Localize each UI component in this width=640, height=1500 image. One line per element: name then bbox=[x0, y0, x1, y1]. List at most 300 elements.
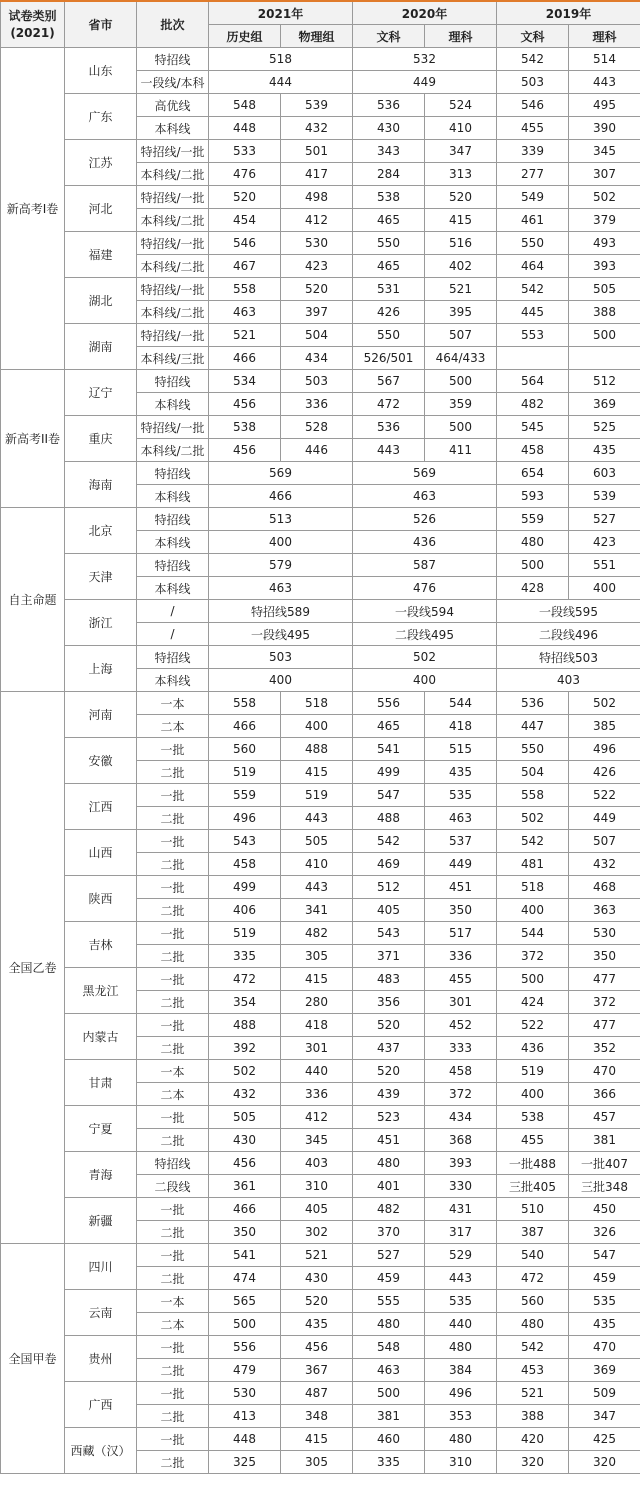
score-cell: 520 bbox=[353, 1060, 425, 1083]
province-cell: 山东 bbox=[65, 48, 137, 94]
score-cell: 463 bbox=[425, 807, 497, 830]
province-cell: 广西 bbox=[65, 1382, 137, 1428]
score-cell: 336 bbox=[425, 945, 497, 968]
score-cell: 567 bbox=[353, 370, 425, 393]
score-cell: 456 bbox=[209, 1152, 281, 1175]
score-cell: 415 bbox=[281, 1428, 353, 1451]
score-cell: 488 bbox=[281, 738, 353, 761]
score-cell: 367 bbox=[281, 1359, 353, 1382]
batch-cell: 一批 bbox=[137, 1198, 209, 1221]
batch-cell: 本科线 bbox=[137, 577, 209, 600]
province-header: 省市 bbox=[65, 1, 137, 48]
score-cell: 450 bbox=[569, 1198, 640, 1221]
score-cell-2020: 463 bbox=[353, 485, 497, 508]
score-cell: 372 bbox=[425, 1083, 497, 1106]
batch-header: 批次 bbox=[137, 1, 209, 48]
score-cell: 455 bbox=[425, 968, 497, 991]
table-row bbox=[1, 1198, 640, 1221]
score-cell: 542 bbox=[497, 48, 569, 71]
table-row bbox=[1, 830, 640, 853]
table-row bbox=[1, 1152, 640, 1175]
batch-cell: 特招线 bbox=[137, 1152, 209, 1175]
score-cell: 307 bbox=[569, 163, 640, 186]
score-cell: 482 bbox=[497, 393, 569, 416]
score-cell: 543 bbox=[353, 922, 425, 945]
score-cell: 523 bbox=[353, 1106, 425, 1129]
score-cell: 603 bbox=[569, 462, 640, 485]
score-cell: 371 bbox=[353, 945, 425, 968]
score-cell: 317 bbox=[425, 1221, 497, 1244]
score-cell: 477 bbox=[569, 1014, 640, 1037]
score-cell-2020: 532 bbox=[353, 48, 497, 71]
batch-cell: 一批 bbox=[137, 738, 209, 761]
score-cell: 547 bbox=[569, 1244, 640, 1267]
subheader-2021-history: 历史组 bbox=[209, 25, 281, 48]
score-cell: 320 bbox=[497, 1451, 569, 1474]
category-header: 试卷类别 (2021) bbox=[1, 1, 65, 48]
score-cell: 435 bbox=[569, 1313, 640, 1336]
score-cell: 480 bbox=[425, 1336, 497, 1359]
score-cell: 520 bbox=[281, 1290, 353, 1313]
score-cell: 410 bbox=[281, 853, 353, 876]
score-cell: 551 bbox=[569, 554, 640, 577]
score-cell: 369 bbox=[569, 393, 640, 416]
table-row bbox=[1, 554, 640, 577]
score-cell: 453 bbox=[497, 1359, 569, 1382]
batch-cell: 一本 bbox=[137, 1290, 209, 1313]
score-cell: 564 bbox=[497, 370, 569, 393]
score-cell: 465 bbox=[353, 209, 425, 232]
score-cell: 456 bbox=[209, 393, 281, 416]
batch-cell: 二批 bbox=[137, 807, 209, 830]
score-cell: 370 bbox=[353, 1221, 425, 1244]
score-cell-2021: 579 bbox=[209, 554, 353, 577]
province-cell: 湖南 bbox=[65, 324, 137, 370]
score-cell: 521 bbox=[281, 1244, 353, 1267]
score-cell: 549 bbox=[497, 186, 569, 209]
batch-cell: 本科线 bbox=[137, 485, 209, 508]
score-cell: 372 bbox=[497, 945, 569, 968]
score-cell: 480 bbox=[353, 1152, 425, 1175]
score-cell: 313 bbox=[425, 163, 497, 186]
score-cell: 347 bbox=[569, 1405, 640, 1428]
table-row bbox=[1, 186, 640, 209]
score-cell-2019: 特招线503 bbox=[497, 646, 640, 669]
score-cell-2021: 513 bbox=[209, 508, 353, 531]
category-cell: 新高考I卷 bbox=[1, 48, 65, 370]
province-cell: 黑龙江 bbox=[65, 968, 137, 1014]
score-cell: 345 bbox=[281, 1129, 353, 1152]
score-cell: 395 bbox=[425, 301, 497, 324]
score-cell: 530 bbox=[209, 1382, 281, 1405]
batch-cell: 一批 bbox=[137, 876, 209, 899]
score-cell: 432 bbox=[569, 853, 640, 876]
batch-cell: 特招线 bbox=[137, 462, 209, 485]
batch-cell: 一批 bbox=[137, 922, 209, 945]
score-cell: 400 bbox=[497, 1083, 569, 1106]
score-cell: 464 bbox=[497, 255, 569, 278]
score-cell: 472 bbox=[209, 968, 281, 991]
score-cell: 542 bbox=[497, 278, 569, 301]
table-row bbox=[1, 416, 640, 439]
score-cell: 454 bbox=[209, 209, 281, 232]
score-cell bbox=[569, 347, 640, 370]
score-cell: 535 bbox=[425, 1290, 497, 1313]
score-cell-2019: 一段线595 bbox=[497, 600, 640, 623]
score-cell: 415 bbox=[281, 761, 353, 784]
score-cell-2021: 400 bbox=[209, 669, 353, 692]
score-cell: 546 bbox=[497, 94, 569, 117]
table-row bbox=[1, 1382, 640, 1405]
score-cell: 一批488 bbox=[497, 1152, 569, 1175]
score-cell: 336 bbox=[281, 393, 353, 416]
score-cell: 496 bbox=[425, 1382, 497, 1405]
score-cell: 353 bbox=[425, 1405, 497, 1428]
score-cell: 432 bbox=[209, 1083, 281, 1106]
score-cell: 446 bbox=[281, 439, 353, 462]
score-cell: 384 bbox=[425, 1359, 497, 1382]
province-cell: 江苏 bbox=[65, 140, 137, 186]
score-cell: 455 bbox=[497, 1129, 569, 1152]
province-cell: 四川 bbox=[65, 1244, 137, 1290]
province-cell: 北京 bbox=[65, 508, 137, 554]
score-cell: 559 bbox=[497, 508, 569, 531]
batch-cell: 一本 bbox=[137, 1060, 209, 1083]
score-cell: 448 bbox=[209, 117, 281, 140]
score-cell: 544 bbox=[425, 692, 497, 715]
batch-cell: 一段线/本科 bbox=[137, 71, 209, 94]
score-cell: 535 bbox=[425, 784, 497, 807]
batch-cell: 二批 bbox=[137, 1267, 209, 1290]
score-cell: 368 bbox=[425, 1129, 497, 1152]
batch-cell: 二本 bbox=[137, 715, 209, 738]
score-cell: 435 bbox=[569, 439, 640, 462]
score-cell: 528 bbox=[281, 416, 353, 439]
score-cell: 413 bbox=[209, 1405, 281, 1428]
score-cell: 426 bbox=[353, 301, 425, 324]
score-cell: 512 bbox=[569, 370, 640, 393]
score-cell: 455 bbox=[497, 117, 569, 140]
batch-cell: 本科线/二批 bbox=[137, 439, 209, 462]
score-cell: 420 bbox=[497, 1428, 569, 1451]
score-cell: 411 bbox=[425, 439, 497, 462]
batch-cell: 本科线/二批 bbox=[137, 163, 209, 186]
score-cell: 550 bbox=[497, 232, 569, 255]
score-cell: 539 bbox=[569, 485, 640, 508]
score-cell: 470 bbox=[569, 1336, 640, 1359]
score-cell: 301 bbox=[425, 991, 497, 1014]
table-row bbox=[1, 1336, 640, 1359]
score-cell-2020: 476 bbox=[353, 577, 497, 600]
province-cell: 河南 bbox=[65, 692, 137, 738]
score-cell: 425 bbox=[569, 1428, 640, 1451]
score-cell: 335 bbox=[353, 1451, 425, 1474]
score-cell: 474 bbox=[209, 1267, 281, 1290]
score-cell: 415 bbox=[425, 209, 497, 232]
score-cell: 388 bbox=[569, 301, 640, 324]
score-cell: 460 bbox=[353, 1428, 425, 1451]
batch-cell: 特招线/一批 bbox=[137, 186, 209, 209]
score-cell-2020: 二段线495 bbox=[353, 623, 497, 646]
score-cell: 390 bbox=[569, 117, 640, 140]
province-cell: 宁夏 bbox=[65, 1106, 137, 1152]
score-cell: 539 bbox=[281, 94, 353, 117]
score-cell: 330 bbox=[425, 1175, 497, 1198]
score-cell: 401 bbox=[353, 1175, 425, 1198]
batch-cell: 二批 bbox=[137, 991, 209, 1014]
score-cell: 466 bbox=[209, 347, 281, 370]
score-cell: 525 bbox=[569, 416, 640, 439]
batch-cell: 本科线/二批 bbox=[137, 301, 209, 324]
batch-cell: 一批 bbox=[137, 1382, 209, 1405]
score-cell-2020: 502 bbox=[353, 646, 497, 669]
score-cell-2021: 466 bbox=[209, 485, 353, 508]
table-row bbox=[1, 922, 640, 945]
score-cell-2021: 400 bbox=[209, 531, 353, 554]
score-cell-2021: 518 bbox=[209, 48, 353, 71]
batch-cell: 二本 bbox=[137, 1083, 209, 1106]
score-cell: 431 bbox=[425, 1198, 497, 1221]
batch-cell: 特招线 bbox=[137, 508, 209, 531]
score-cell: 472 bbox=[497, 1267, 569, 1290]
batch-cell: / bbox=[137, 600, 209, 623]
table-row bbox=[1, 140, 640, 163]
score-cell: 393 bbox=[569, 255, 640, 278]
score-cell-2021: 503 bbox=[209, 646, 353, 669]
score-cell: 502 bbox=[209, 1060, 281, 1083]
batch-cell: 二批 bbox=[137, 945, 209, 968]
score-cell: 405 bbox=[353, 899, 425, 922]
score-cell: 437 bbox=[353, 1037, 425, 1060]
score-cell: 500 bbox=[425, 416, 497, 439]
score-cell: 488 bbox=[353, 807, 425, 830]
score-cell-2021: 一段线495 bbox=[209, 623, 353, 646]
score-cell: 536 bbox=[497, 692, 569, 715]
score-cell: 463 bbox=[209, 301, 281, 324]
score-cell: 500 bbox=[497, 554, 569, 577]
score-cell: 447 bbox=[497, 715, 569, 738]
score-cell: 541 bbox=[353, 738, 425, 761]
score-cell: 400 bbox=[569, 577, 640, 600]
table-row bbox=[1, 738, 640, 761]
score-cell: 458 bbox=[425, 1060, 497, 1083]
province-cell: 天津 bbox=[65, 554, 137, 600]
score-cell: 280 bbox=[281, 991, 353, 1014]
score-cell: 481 bbox=[497, 853, 569, 876]
table-row bbox=[1, 784, 640, 807]
score-cell: 521 bbox=[425, 278, 497, 301]
score-cell: 480 bbox=[497, 531, 569, 554]
batch-cell: 一批 bbox=[137, 784, 209, 807]
batch-cell: 本科线/二批 bbox=[137, 255, 209, 278]
score-cell: 495 bbox=[569, 94, 640, 117]
score-cell-2020: 526 bbox=[353, 508, 497, 531]
score-cell: 418 bbox=[281, 1014, 353, 1037]
score-cell: 352 bbox=[569, 1037, 640, 1060]
score-cell: 496 bbox=[209, 807, 281, 830]
score-cell: 500 bbox=[569, 324, 640, 347]
score-cell: 550 bbox=[353, 324, 425, 347]
score-cell: 531 bbox=[353, 278, 425, 301]
score-cell: 458 bbox=[497, 439, 569, 462]
score-cell: 465 bbox=[353, 255, 425, 278]
score-cell: 559 bbox=[209, 784, 281, 807]
score-cell: 451 bbox=[425, 876, 497, 899]
score-cell: 487 bbox=[281, 1382, 353, 1405]
batch-cell: 一批 bbox=[137, 1014, 209, 1037]
province-cell: 青海 bbox=[65, 1152, 137, 1198]
score-cell: 388 bbox=[497, 1405, 569, 1428]
batch-cell: 特招线/一批 bbox=[137, 324, 209, 347]
province-cell: 甘肃 bbox=[65, 1060, 137, 1106]
province-cell: 新疆 bbox=[65, 1198, 137, 1244]
score-cell: 434 bbox=[281, 347, 353, 370]
province-cell: 贵州 bbox=[65, 1336, 137, 1382]
subheader-2021-physics: 物理组 bbox=[281, 25, 353, 48]
score-cell: 538 bbox=[209, 416, 281, 439]
batch-cell: 本科线/二批 bbox=[137, 209, 209, 232]
score-cell: 435 bbox=[281, 1313, 353, 1336]
score-cell: 560 bbox=[497, 1290, 569, 1313]
score-cell: 555 bbox=[353, 1290, 425, 1313]
score-cell: 381 bbox=[569, 1129, 640, 1152]
score-cell: 505 bbox=[209, 1106, 281, 1129]
score-cell: 469 bbox=[353, 853, 425, 876]
score-cell: 558 bbox=[497, 784, 569, 807]
table-row bbox=[1, 278, 640, 301]
score-cell-2021: 463 bbox=[209, 577, 353, 600]
score-cell: 381 bbox=[353, 1405, 425, 1428]
score-cell: 443 bbox=[569, 71, 640, 94]
batch-cell: 一批 bbox=[137, 968, 209, 991]
score-cell: 504 bbox=[497, 761, 569, 784]
score-cell: 514 bbox=[569, 48, 640, 71]
score-cell: 510 bbox=[497, 1198, 569, 1221]
score-cell: 443 bbox=[425, 1267, 497, 1290]
province-cell: 西藏（汉） bbox=[65, 1428, 137, 1474]
table-row bbox=[1, 1290, 640, 1313]
score-cell: 550 bbox=[353, 232, 425, 255]
score-cell-2020: 436 bbox=[353, 531, 497, 554]
score-cell: 540 bbox=[497, 1244, 569, 1267]
score-cell: 424 bbox=[497, 991, 569, 1014]
score-cell: 423 bbox=[281, 255, 353, 278]
score-cell: 499 bbox=[209, 876, 281, 899]
batch-cell: 二批 bbox=[137, 1221, 209, 1244]
batch-cell: 本科线 bbox=[137, 117, 209, 140]
score-cell: 465 bbox=[353, 715, 425, 738]
score-cell: 一批407 bbox=[569, 1152, 640, 1175]
table-row bbox=[1, 1106, 640, 1129]
score-cell: 400 bbox=[281, 715, 353, 738]
score-cell: 520 bbox=[425, 186, 497, 209]
year-header-2020: 2020年 bbox=[353, 1, 497, 25]
province-cell: 湖北 bbox=[65, 278, 137, 324]
score-cell: 535 bbox=[569, 1290, 640, 1313]
score-cell: 505 bbox=[281, 830, 353, 853]
category-cell: 新高考II卷 bbox=[1, 370, 65, 508]
score-cell: 593 bbox=[497, 485, 569, 508]
score-cell-2020: 400 bbox=[353, 669, 497, 692]
score-cell: 480 bbox=[497, 1313, 569, 1336]
score-cell: 320 bbox=[569, 1451, 640, 1474]
score-cell: 527 bbox=[569, 508, 640, 531]
score-cell-2020: 一段线594 bbox=[353, 600, 497, 623]
table-body bbox=[1, 48, 640, 1474]
score-cell: 498 bbox=[281, 186, 353, 209]
score-cell: 520 bbox=[209, 186, 281, 209]
score-cell: 493 bbox=[569, 232, 640, 255]
score-cell: 467 bbox=[209, 255, 281, 278]
score-cell: 520 bbox=[353, 1014, 425, 1037]
score-cell: 530 bbox=[569, 922, 640, 945]
score-cell: 556 bbox=[209, 1336, 281, 1359]
batch-cell: 本科线/三批 bbox=[137, 347, 209, 370]
score-cell: 499 bbox=[353, 761, 425, 784]
score-cell: 379 bbox=[569, 209, 640, 232]
subheader-2019-science: 理科 bbox=[569, 25, 640, 48]
table-row bbox=[1, 1244, 640, 1267]
score-cell: 452 bbox=[425, 1014, 497, 1037]
score-cell: 522 bbox=[569, 784, 640, 807]
score-cell: 530 bbox=[281, 232, 353, 255]
score-cell: 345 bbox=[569, 140, 640, 163]
score-cell: 347 bbox=[425, 140, 497, 163]
batch-cell: 二批 bbox=[137, 1037, 209, 1060]
province-cell: 重庆 bbox=[65, 416, 137, 462]
score-cell: 440 bbox=[281, 1060, 353, 1083]
score-cell: 443 bbox=[353, 439, 425, 462]
batch-cell: 一批 bbox=[137, 1336, 209, 1359]
score-cell: 387 bbox=[497, 1221, 569, 1244]
score-cell: 402 bbox=[425, 255, 497, 278]
category-cell: 全国甲卷 bbox=[1, 1244, 65, 1474]
score-cell: 521 bbox=[497, 1382, 569, 1405]
score-cell: 350 bbox=[569, 945, 640, 968]
batch-cell: 一批 bbox=[137, 1244, 209, 1267]
score-cell: 524 bbox=[425, 94, 497, 117]
score-cell: 518 bbox=[281, 692, 353, 715]
province-cell: 河北 bbox=[65, 186, 137, 232]
score-cell: 541 bbox=[209, 1244, 281, 1267]
batch-cell: 本科线 bbox=[137, 669, 209, 692]
score-cell: 502 bbox=[497, 807, 569, 830]
score-cell: 472 bbox=[353, 393, 425, 416]
score-cell: 459 bbox=[353, 1267, 425, 1290]
score-cell: 333 bbox=[425, 1037, 497, 1060]
batch-cell: 特招线/一批 bbox=[137, 140, 209, 163]
score-cell: 426 bbox=[569, 761, 640, 784]
score-cell: 354 bbox=[209, 991, 281, 1014]
category-cell: 全国乙卷 bbox=[1, 692, 65, 1244]
province-cell: 福建 bbox=[65, 232, 137, 278]
score-cell-2021: 569 bbox=[209, 462, 353, 485]
score-cell: 412 bbox=[281, 209, 353, 232]
score-cell: 542 bbox=[353, 830, 425, 853]
score-cell: 536 bbox=[353, 94, 425, 117]
province-cell: 陕西 bbox=[65, 876, 137, 922]
score-cell: 406 bbox=[209, 899, 281, 922]
score-cell: 440 bbox=[425, 1313, 497, 1336]
score-cell: 301 bbox=[281, 1037, 353, 1060]
score-cell: 505 bbox=[569, 278, 640, 301]
score-cell: 500 bbox=[209, 1313, 281, 1336]
score-cell: 533 bbox=[209, 140, 281, 163]
score-cell: 405 bbox=[281, 1198, 353, 1221]
score-cell: 428 bbox=[497, 577, 569, 600]
score-cell: 502 bbox=[569, 186, 640, 209]
province-cell: 内蒙古 bbox=[65, 1014, 137, 1060]
